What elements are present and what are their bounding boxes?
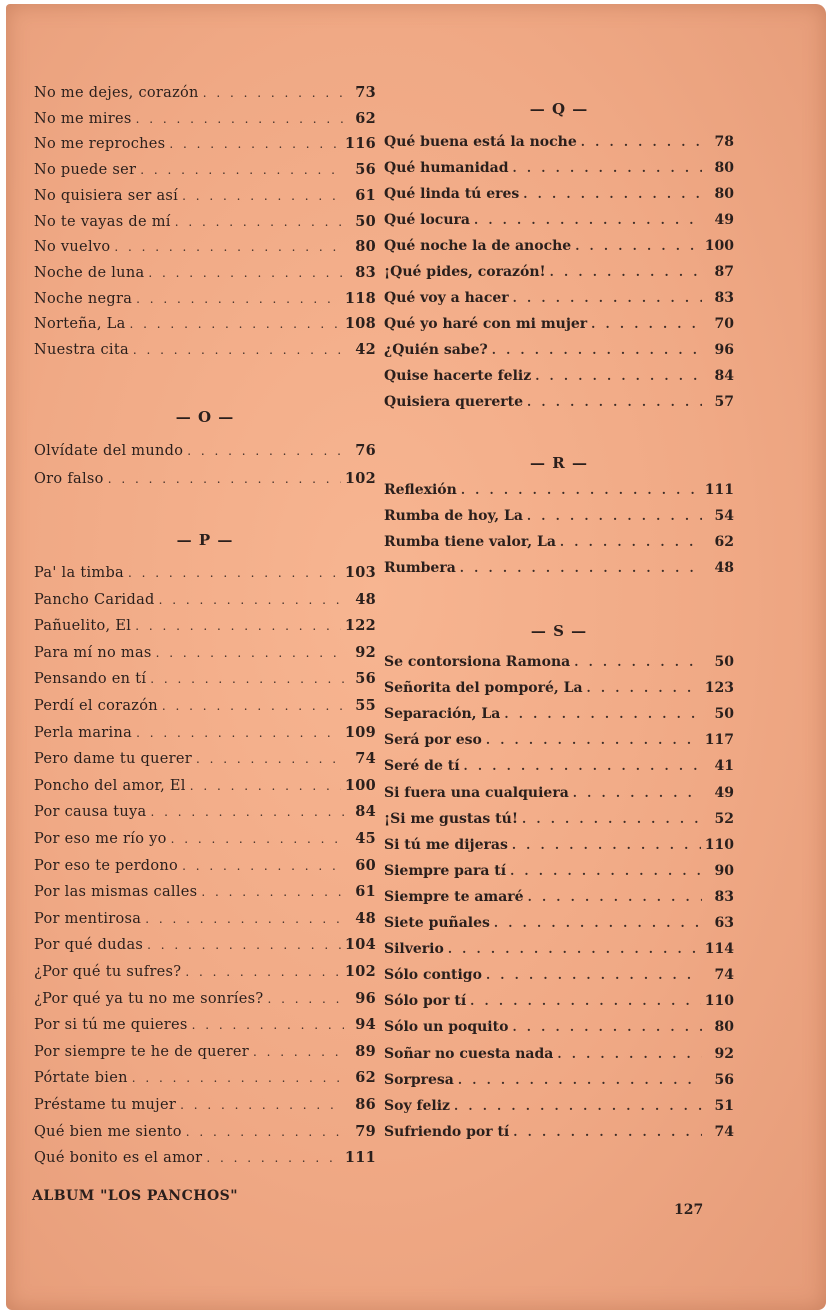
dot-leader xyxy=(136,726,341,740)
dot-leader xyxy=(182,859,344,873)
song-title: ¡Si me gustas tú! xyxy=(384,810,518,827)
song-page-number: 45 xyxy=(355,830,376,847)
dot-leader xyxy=(192,1018,344,1032)
index-entry xyxy=(384,238,734,260)
index-entry xyxy=(384,482,734,504)
dot-leader xyxy=(513,291,702,305)
index-entry xyxy=(384,915,734,937)
index-entry xyxy=(34,1016,376,1038)
song-page-number: 86 xyxy=(355,1096,376,1113)
song-page-number: 80 xyxy=(714,1019,734,1036)
song-page-number: 56 xyxy=(355,670,376,688)
dot-leader xyxy=(114,240,344,254)
song-page-number: 49 xyxy=(714,212,734,228)
dot-leader xyxy=(140,163,344,177)
dot-leader xyxy=(132,1071,344,1085)
dot-leader xyxy=(513,1125,702,1139)
index-entry xyxy=(384,706,734,728)
index-entry xyxy=(34,161,376,183)
song-page-number: 74 xyxy=(355,750,376,768)
dot-leader xyxy=(510,864,702,878)
index-entry xyxy=(384,863,734,885)
song-title: Nuestra cita xyxy=(34,342,129,358)
song-title: Qué noche la de anoche xyxy=(384,238,572,254)
index-entry xyxy=(384,264,734,286)
dot-leader xyxy=(145,912,344,926)
song-page-number: 62 xyxy=(714,534,734,550)
index-entry xyxy=(34,135,376,157)
song-page-number: 87 xyxy=(714,264,734,280)
song-title: Por mentirosa xyxy=(34,910,142,927)
song-title: Por si tú me quieres xyxy=(34,1017,188,1034)
song-page-number: 50 xyxy=(714,706,734,723)
song-page-number: 80 xyxy=(355,238,376,256)
dot-leader xyxy=(108,472,341,486)
dot-leader xyxy=(169,137,340,151)
section-header-q: — Q — xyxy=(529,100,589,118)
index-entry xyxy=(34,264,376,286)
song-title: Pero dame tu querer xyxy=(34,751,192,768)
song-page-number: 123 xyxy=(704,680,734,697)
index-entry xyxy=(34,1149,376,1171)
song-title: Norteña, La xyxy=(34,316,126,333)
song-title: Por eso me río yo xyxy=(34,831,167,847)
dot-leader xyxy=(182,189,344,203)
index-entry xyxy=(34,315,376,337)
song-title: Qué humanidad xyxy=(384,160,509,176)
song-page-number: 92 xyxy=(355,643,376,661)
dot-leader xyxy=(587,681,701,695)
dot-leader xyxy=(512,1020,702,1034)
index-entry xyxy=(34,110,376,132)
dot-leader xyxy=(460,561,702,575)
song-page-number: 90 xyxy=(714,862,734,879)
song-title: Por las mismas calles xyxy=(34,884,198,901)
index-entry xyxy=(384,534,734,556)
index-entry xyxy=(34,341,376,363)
dot-leader xyxy=(180,1098,344,1112)
index-entry xyxy=(34,857,376,879)
song-page-number: 116 xyxy=(344,135,376,153)
song-page-number: 83 xyxy=(355,263,376,281)
dot-leader xyxy=(147,938,341,952)
song-page-number: 48 xyxy=(714,560,734,576)
book-page xyxy=(6,4,826,1310)
dot-leader xyxy=(527,395,702,409)
song-page-number: 61 xyxy=(355,883,376,901)
song-page-number: 60 xyxy=(355,856,376,874)
dot-leader xyxy=(575,239,701,253)
song-page-number: 92 xyxy=(714,1045,734,1062)
song-page-number: 48 xyxy=(355,590,376,608)
song-title: Qué linda tú eres xyxy=(384,186,520,202)
index-entry xyxy=(34,910,376,932)
index-entry xyxy=(34,187,376,209)
song-page-number: 57 xyxy=(714,394,734,410)
song-page-number: 55 xyxy=(355,697,376,714)
song-page-number: 56 xyxy=(714,1071,734,1088)
index-entry xyxy=(34,290,376,312)
index-entry xyxy=(384,394,734,416)
dot-leader xyxy=(573,786,702,800)
song-page-number: 96 xyxy=(355,989,376,1007)
song-title: Por siempre te he de querer xyxy=(34,1043,250,1060)
song-title: ¿Quién sabe? xyxy=(384,342,488,358)
song-title: No puede ser xyxy=(34,162,137,179)
song-title: Pórtate bien xyxy=(34,1070,128,1087)
dot-leader xyxy=(150,672,344,686)
index-entry xyxy=(34,777,376,799)
song-page-number: 63 xyxy=(714,915,734,931)
song-page-number: 62 xyxy=(355,1069,376,1087)
index-entry xyxy=(34,238,376,260)
song-page-number: 110 xyxy=(704,993,734,1010)
song-page-number: 79 xyxy=(355,1122,376,1140)
index-entry xyxy=(384,654,734,676)
song-page-number: 100 xyxy=(344,776,376,794)
dot-leader xyxy=(133,343,344,357)
dot-leader xyxy=(474,213,702,227)
dot-leader xyxy=(528,890,702,904)
song-title: Si tú me dijeras xyxy=(384,836,508,853)
song-title: Préstame tu mujer xyxy=(34,1097,177,1113)
song-title: Sólo un poquito xyxy=(384,1019,509,1036)
song-page-number: 73 xyxy=(355,84,376,101)
dot-leader xyxy=(162,699,344,713)
index-entry xyxy=(384,1072,734,1094)
index-entry xyxy=(34,697,376,719)
song-title: Noche negra xyxy=(34,290,133,307)
dot-leader xyxy=(130,317,341,331)
song-page-number: 84 xyxy=(714,368,734,384)
index-entry xyxy=(34,724,376,746)
song-page-number: 76 xyxy=(355,442,376,459)
index-entry xyxy=(34,564,376,586)
song-title: Qué voy a hacer xyxy=(384,290,509,306)
dot-leader xyxy=(494,916,702,930)
index-entry xyxy=(384,134,734,156)
song-page-number: 122 xyxy=(344,617,376,635)
dot-leader xyxy=(171,832,344,846)
dot-leader xyxy=(185,965,340,979)
song-title: No me mires xyxy=(34,110,132,127)
song-title: Pañuelito, El xyxy=(34,618,132,635)
index-entry xyxy=(34,1123,376,1145)
song-page-number: 104 xyxy=(344,936,376,954)
index-entry xyxy=(384,811,734,833)
song-page-number: 109 xyxy=(344,723,376,741)
dot-leader xyxy=(186,1125,344,1139)
dot-leader xyxy=(523,187,702,201)
song-page-number: 62 xyxy=(355,109,376,127)
index-entry xyxy=(384,1098,734,1120)
dot-leader xyxy=(574,655,702,669)
song-page-number: 102 xyxy=(344,963,376,980)
song-title: Qué locura xyxy=(384,212,470,228)
dot-leader xyxy=(535,369,702,383)
dot-leader xyxy=(196,752,344,766)
song-title: Sufriendo por tí xyxy=(384,1123,510,1140)
section-header-s: — S — xyxy=(530,622,588,640)
song-title: Soy feliz xyxy=(384,1097,450,1114)
index-entry xyxy=(34,883,376,905)
song-title: Se contorsiona Ramona xyxy=(384,654,571,670)
index-entry xyxy=(34,670,376,692)
song-page-number: 54 xyxy=(714,508,734,524)
song-page-number: 80 xyxy=(714,160,734,176)
song-page-number: 42 xyxy=(355,341,376,358)
song-page-number: 103 xyxy=(344,564,376,581)
song-page-number: 74 xyxy=(714,967,734,984)
index-entry xyxy=(34,830,376,852)
song-page-number: 83 xyxy=(714,888,734,905)
dot-leader xyxy=(128,566,341,580)
song-title: Siete puñales xyxy=(384,915,490,931)
dot-leader xyxy=(136,112,344,126)
dot-leader xyxy=(135,619,341,633)
song-page-number: 114 xyxy=(704,941,734,958)
dot-leader xyxy=(560,535,702,549)
index-entry xyxy=(384,732,734,754)
song-title: No me dejes, corazón xyxy=(34,85,199,101)
song-title: Qué bien me siento xyxy=(34,1123,182,1140)
dot-leader xyxy=(148,266,344,280)
song-title: Quise hacerte feliz xyxy=(384,368,532,384)
song-title: No quisiera ser así xyxy=(34,187,179,204)
dot-leader xyxy=(461,483,701,497)
song-title: Pensando en tí xyxy=(34,671,147,688)
song-title: Rumba tiene valor, La xyxy=(384,534,556,550)
index-entry xyxy=(34,470,376,492)
song-title: Pa' la timba xyxy=(34,565,124,581)
dot-leader xyxy=(206,1151,340,1165)
song-title: Qué yo haré con mi mujer xyxy=(384,316,588,332)
index-entry xyxy=(384,680,734,702)
dot-leader xyxy=(454,1099,702,1113)
dot-leader xyxy=(522,812,702,826)
song-title: Qué bonito es el amor xyxy=(34,1150,203,1167)
song-title: Rumbera xyxy=(384,560,456,576)
song-page-number: 50 xyxy=(355,212,376,230)
song-page-number: 49 xyxy=(714,784,734,801)
index-entry xyxy=(384,316,734,338)
song-title: Perla marina xyxy=(34,724,133,741)
song-title: Sólo por tí xyxy=(384,993,467,1010)
song-title: Qué buena está la noche xyxy=(384,134,577,150)
album-title: ALBUM "LOS PANCHOS" xyxy=(32,1188,239,1204)
dot-leader xyxy=(203,86,344,100)
dot-leader xyxy=(448,942,701,956)
dot-leader xyxy=(175,215,344,229)
dot-leader xyxy=(512,838,701,852)
song-page-number: 108 xyxy=(344,315,376,333)
song-page-number: 111 xyxy=(344,1149,376,1167)
song-title: Seré de tí xyxy=(384,758,460,775)
dot-leader xyxy=(527,509,702,523)
song-title: Pancho Caridad xyxy=(34,591,155,608)
song-page-number: 118 xyxy=(344,289,376,307)
index-entry xyxy=(384,1124,734,1146)
index-entry xyxy=(384,1046,734,1068)
index-entry xyxy=(34,644,376,666)
dot-leader xyxy=(156,646,344,660)
song-page-number: 41 xyxy=(714,758,734,775)
dot-leader xyxy=(136,292,341,306)
song-page-number: 80 xyxy=(714,186,734,202)
section-header-o: — O — xyxy=(175,408,235,426)
song-page-number: 94 xyxy=(355,1016,376,1034)
index-entry xyxy=(384,290,734,312)
song-page-number: 96 xyxy=(714,342,734,358)
song-title: No te vayas de mí xyxy=(34,213,171,230)
index-entry xyxy=(384,941,734,963)
song-title: Para mí no mas xyxy=(34,644,152,661)
dot-leader xyxy=(550,265,702,279)
song-title: Sorpresa xyxy=(384,1071,454,1088)
song-title: Silverio xyxy=(384,941,444,958)
song-title: No me reproches xyxy=(34,136,166,153)
dot-leader xyxy=(201,885,344,899)
dot-leader xyxy=(464,759,702,773)
dot-leader xyxy=(458,1073,702,1087)
index-entry xyxy=(34,617,376,639)
index-entry xyxy=(384,212,734,234)
dot-leader xyxy=(159,593,344,607)
index-entry xyxy=(34,442,376,464)
song-title: ¡Qué pides, corazón! xyxy=(384,264,546,280)
index-entry xyxy=(34,1096,376,1118)
index-entry xyxy=(384,967,734,989)
section-header-r: — R — xyxy=(530,454,588,472)
dot-leader xyxy=(187,444,344,458)
index-entry xyxy=(34,591,376,613)
dot-leader xyxy=(470,994,701,1008)
dot-leader xyxy=(591,317,702,331)
dot-leader xyxy=(513,161,702,175)
dot-leader xyxy=(150,805,344,819)
song-title: Señorita del pomporé, La xyxy=(384,680,583,697)
song-title: Reflexión xyxy=(384,482,457,498)
song-page-number: 52 xyxy=(714,810,734,827)
index-entry xyxy=(384,342,734,364)
index-entry xyxy=(384,560,734,582)
song-title: Olvídate del mundo xyxy=(34,443,184,459)
song-page-number: 51 xyxy=(714,1097,734,1114)
song-title: No vuelvo xyxy=(34,239,111,256)
index-entry xyxy=(384,186,734,208)
index-entry xyxy=(384,508,734,530)
song-page-number: 84 xyxy=(355,803,376,821)
song-page-number: 110 xyxy=(704,836,734,853)
dot-leader xyxy=(267,992,344,1006)
song-page-number: 50 xyxy=(714,654,734,670)
index-entry xyxy=(384,785,734,807)
index-entry xyxy=(384,889,734,911)
song-title: Perdí el corazón xyxy=(34,698,158,714)
song-title: Si fuera una cualquiera xyxy=(384,784,569,801)
index-entry xyxy=(34,803,376,825)
index-entry xyxy=(384,758,734,780)
song-page-number: 100 xyxy=(704,238,734,254)
dot-leader xyxy=(190,779,341,793)
index-entry xyxy=(34,213,376,235)
index-entry xyxy=(34,963,376,985)
song-page-number: 74 xyxy=(714,1123,734,1140)
song-title: Será por eso xyxy=(384,732,482,749)
song-page-number: 78 xyxy=(714,134,734,150)
dot-leader xyxy=(504,707,702,721)
song-page-number: 102 xyxy=(344,470,376,487)
song-title: Sólo contigo xyxy=(384,967,482,984)
index-entry xyxy=(34,1043,376,1065)
section-header-p: — P — xyxy=(176,531,234,549)
song-title: Por eso te perdono xyxy=(34,857,179,874)
index-entry xyxy=(384,368,734,390)
song-title: Soñar no cuesta nada xyxy=(384,1045,554,1062)
song-title: Siempre para tí xyxy=(384,862,507,879)
song-page-number: 56 xyxy=(355,161,376,179)
song-title: Rumba de hoy, La xyxy=(384,508,523,524)
song-page-number: 61 xyxy=(355,186,376,204)
song-page-number: 117 xyxy=(704,732,734,749)
song-title: Poncho del amor, El xyxy=(34,777,186,794)
song-page-number: 83 xyxy=(714,290,734,306)
song-page-number: 70 xyxy=(714,316,734,332)
index-entry xyxy=(34,1069,376,1091)
dot-leader xyxy=(581,135,702,149)
index-entry xyxy=(34,750,376,772)
index-entry xyxy=(34,936,376,958)
song-page-number: 111 xyxy=(704,482,734,498)
index-entry xyxy=(34,990,376,1012)
song-title: Por qué dudas xyxy=(34,937,144,954)
index-entry xyxy=(34,84,376,106)
dot-leader xyxy=(253,1045,344,1059)
song-title: ¿Por qué ya tu no me sonríes? xyxy=(34,990,264,1007)
song-title: Siempre te amaré xyxy=(384,888,524,905)
dot-leader xyxy=(486,733,701,747)
dot-leader xyxy=(557,1047,702,1061)
index-entry xyxy=(384,993,734,1015)
index-entry xyxy=(384,1019,734,1041)
song-page-number: 48 xyxy=(355,909,376,927)
index-entry xyxy=(384,837,734,859)
song-title: ¿Por qué tu sufres? xyxy=(34,964,182,980)
song-title: Por causa tuya xyxy=(34,804,147,821)
dot-leader xyxy=(486,968,702,982)
song-title: Separación, La xyxy=(384,706,501,723)
song-title: Oro falso xyxy=(34,471,104,487)
dot-leader xyxy=(492,343,702,357)
song-page-number: 89 xyxy=(355,1042,376,1060)
page-number: 127 xyxy=(674,1202,704,1218)
song-title: Quisiera quererte xyxy=(384,394,524,410)
index-entry xyxy=(384,160,734,182)
song-title: Noche de luna xyxy=(34,264,145,281)
